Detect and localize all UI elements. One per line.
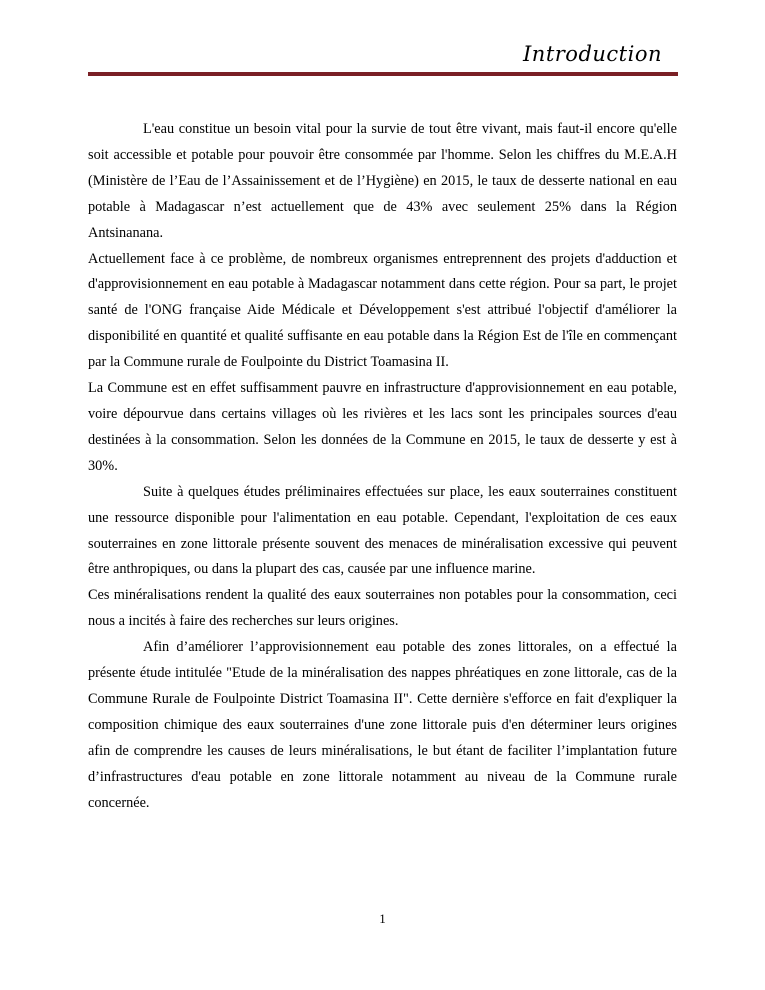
paragraph-commune: La Commune est en effet suffisamment pauvre en infrastructure d'approvisionnement en eau potable, voire dépourvue dans certains villages où les rivières et les lacs sont les principales sources d'eau destinées à la consommation. Selon les données de la Commune en 2015, le taux de desserte y est à 30%.: [88, 380, 677, 474]
paragraph-organisms: Actuellement face à ce problème, de nombreux organismes entreprennent des projets d'adduction et d'approvisionnement en eau potable à Madagascar notamment dans cette région. Pour sa part, le projet santé de l'ONG française Aide Médicale et Développement s'est attribué l'objectif d'améliorer la disponibilité en quantité et qualité suffisante en eau potable dans la Région Est de l'île en commençant par la Commune rurale de Foulpointe du District Toamasina II.: [88, 250, 677, 371]
paragraph-objective: Afin d’améliorer l’approvisionnement eau potable des zones littorales, on a effectué la présente étude intitulée "Etude de la minéralisation des nappes phréatiques en zone littorale, cas de la Commune Rurale de Foulpointe District Toamasina II". Cette dernière s'efforce en fait d'expliquer la composition chimique des eaux souterraines d'une zone littorale puis d'en déterminer leurs origines afin de comprendre les causes de leurs minéralisations, le but étant de faciliter l’implantation future d’infrastructures d'eau potable en zone littorale notamment au niveau de la Commune rurale concernée.: [88, 639, 677, 811]
page-header: [88, 40, 678, 80]
paragraph-mineralisation: Ces minéralisations rendent la qualité des eaux souterraines non potables pour la consommation, ceci nous a incités à faire des recherches sur leurs origines.: [88, 587, 677, 630]
paragraph-intro: L'eau constitue un besoin vital pour la survie de tout être vivant, mais faut-il encore qu'elle soit accessible et potable pour pouvoir être consommée par l'homme. Selon les chiffres du M.E.A.H (Ministère de l’Eau de l’Assainissement et de l’Hygiène) en 2015, le taux de desserte national en eau potable à Madagascar n’est actuellement que de 43% avec seulement 25% dans la Région Antsinanana.: [88, 121, 677, 241]
page-number: 1: [379, 911, 386, 926]
header-title: Introduction: [523, 42, 662, 66]
header-rule: [88, 72, 678, 76]
body-text: [88, 117, 677, 816]
paragraph-studies: Suite à quelques études préliminaires effectuées sur place, les eaux souterraines constituent une ressource disponible pour l'alimentation en eau potable. Cependant, l'exploitation de ces eaux souterraines en zone littorale présente souvent des menaces de minéralisation excessive qui peuvent être anthropiques, ou dans la plupart des cas, causée par une influence marine.: [88, 483, 677, 578]
